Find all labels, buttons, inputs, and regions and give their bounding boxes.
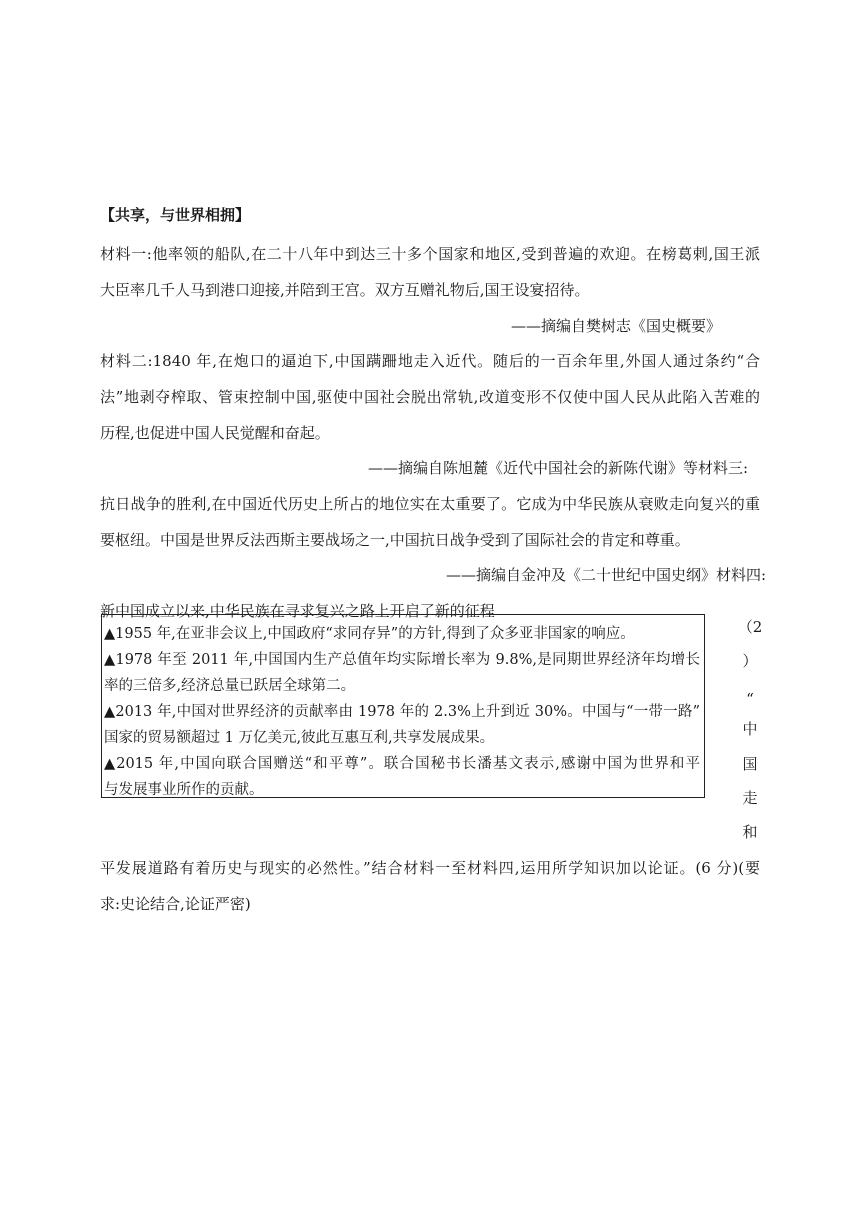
material-3-line-1: 抗日战争的胜利,在中国近代历史上所占的地位实在太重要了。它成为中华民族从衰败走向复兴的重 bbox=[100, 495, 760, 513]
question-side-char-6: 走 bbox=[742, 789, 758, 807]
material-2-line-3: 历程,也促进中国人民觉醒和奋起。 bbox=[100, 424, 330, 442]
section-title: 【共享，与世界相拥】 bbox=[100, 206, 251, 224]
material-2-line-2: 法”地剥夺榨取、管束控制中国,驱使中国社会脱出常轨,改道变形不仅使中国人民从此陷入苦难的 bbox=[100, 388, 760, 406]
question-line-1: 平发展道路有着历史与现实的必然性。”结合材料一至材料四,运用所学知识加以论证。(6 分)(要 bbox=[100, 859, 760, 877]
material-4-box bbox=[101, 614, 705, 798]
box-line-7: 与发展事业所作的贡献。 bbox=[104, 782, 264, 798]
box-line-6: ▲2015 年,中国向联合国赠送“和平尊”。联合国秘书长潘基文表示,感谢中国为世界和平 bbox=[104, 756, 700, 772]
material-1-line-2: 大臣率几千人马到港口迎接,并陪到王宫。双方互赠礼物后,国王设宴招待。 bbox=[100, 281, 590, 299]
box-line-4: ▲2013 年,中国对世界经济的贡献率由 1978 年的 2.3%上升到近 30%。中国与“一带一路” bbox=[104, 704, 700, 720]
material-3-source: ——摘编自金冲及《二十世纪中国史纲》材料四: bbox=[446, 566, 767, 584]
material-1-line-1: 材料一:他率领的船队,在二十八年中到达三十多个国家和地区,受到普遍的欢迎。在榜葛剌,国王派 bbox=[100, 245, 760, 263]
material-2-line-1: 材料二:1840 年,在炮口的逼迫下,中国蹒跚地走入近代。随后的一百余年里,外国人通过条约“合 bbox=[100, 352, 760, 370]
question-side-char-1: （2 bbox=[737, 618, 763, 636]
material-2-source: ——摘编自陈旭麓《近代中国社会的新陈代谢》等材料三: bbox=[368, 459, 749, 477]
box-line-5: 国家的贸易额超过 1 万亿美元,彼此互惠互利,共享发展成果。 bbox=[104, 730, 495, 746]
question-side-char-4: 中 bbox=[742, 720, 758, 738]
question-side-char-3: “ bbox=[746, 690, 754, 708]
box-line-2: ▲1978 年至 2011 年,中国国内生产总值年均实际增长率为 9.8%,是同期世界经济年均增长 bbox=[104, 652, 700, 668]
material-1-source: ——摘编自樊树志《国史概要》 bbox=[511, 317, 722, 335]
box-line-3: 率的三倍多,经济总量已跃居全球第二。 bbox=[104, 678, 356, 694]
question-line-2: 求:史论结合,论证严密) bbox=[100, 895, 251, 913]
question-side-char-5: 国 bbox=[742, 755, 758, 773]
material-3-line-2: 要枢纽。中国是世界反法西斯主要战场之一,中国抗日战争受到了国际社会的肯定和尊重。 bbox=[100, 531, 690, 549]
box-line-1: ▲1955 年,在亚非会议上,中国政府“求同存异”的方针,得到了众多亚非国家的响应。 bbox=[104, 626, 635, 642]
material-4-intro: 新中国成立以来,中华民族在寻求复兴之路上开启了新的征程 bbox=[100, 602, 495, 620]
question-side-char-7: 和 bbox=[742, 823, 758, 841]
question-side-char-2: ） bbox=[742, 652, 758, 670]
